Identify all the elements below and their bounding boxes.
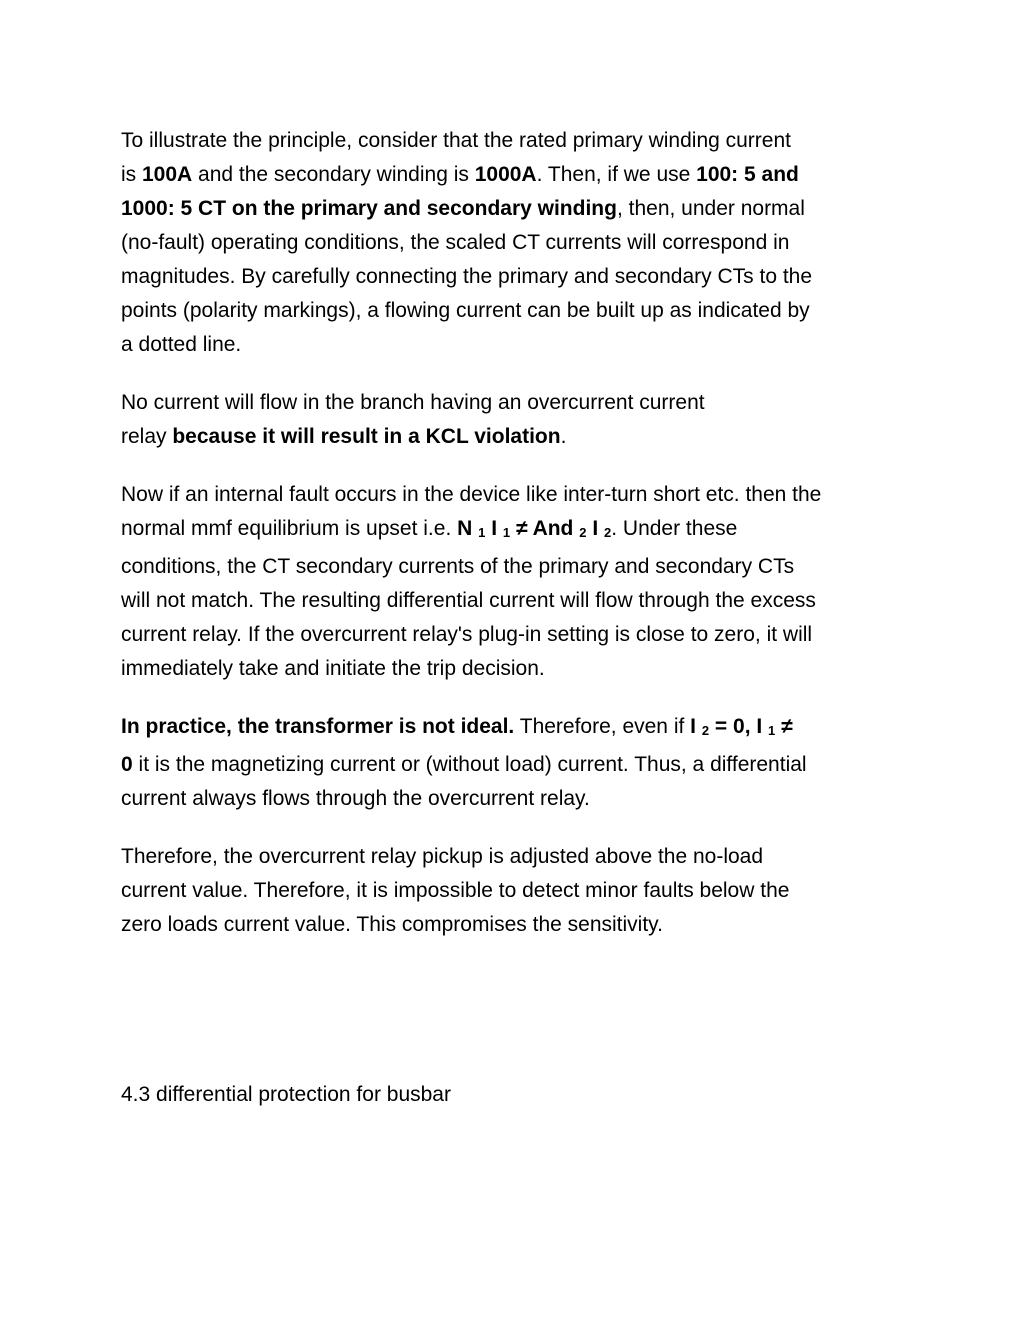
text-line: points (polarity markings), a flowing current can be built up as indicated by <box>121 299 810 322</box>
subscript: 1 <box>478 525 486 540</box>
text-line <box>121 192 911 226</box>
bold-text: ≠ <box>781 715 793 738</box>
subscript: 2 <box>604 525 612 540</box>
text-line <box>121 420 911 454</box>
bold-text: = 0, I <box>714 715 763 738</box>
bold-text: N <box>457 517 473 540</box>
paragraph-internal-fault <box>121 478 911 686</box>
bold-text: 100: 5 and <box>696 163 799 186</box>
text-line <box>121 748 911 782</box>
bold-text: I <box>491 517 498 540</box>
text-run: and the secondary winding is <box>192 163 475 186</box>
bold-text: 0 <box>121 753 133 776</box>
bold-text: because it will result in a KCL violation <box>172 425 561 448</box>
text-line: (no-fault) operating conditions, the scaled CT currents will correspond in <box>121 231 790 254</box>
bold-text: ≠ And <box>515 517 574 540</box>
text-line: No current will flow in the branch having an overcurrent current <box>121 391 705 414</box>
text-line <box>121 512 911 550</box>
text-line: zero loads current value. This compromises the sensitivity. <box>121 913 663 936</box>
bold-text: 1000A <box>474 163 537 186</box>
text-run: . Under these <box>611 517 738 540</box>
text-line: conditions, the CT secondary currents of the primary and secondary CTs <box>121 555 795 578</box>
paragraph-ct-principle <box>121 124 911 362</box>
text-run: normal mmf equilibrium is upset i.e. <box>121 517 458 540</box>
text-line: Now if an internal fault occurs in the device like inter-turn short etc. then the <box>121 483 822 506</box>
document-body <box>121 124 911 966</box>
text-run: , then, under normal <box>616 197 805 220</box>
text-run: it is the magnetizing current or (without load) current. Thus, a differential <box>132 753 807 776</box>
text-line: To illustrate the principle, consider that the rated primary winding current <box>121 129 791 152</box>
text-run: relay <box>121 425 173 448</box>
paragraph-sensitivity <box>121 840 911 942</box>
bold-text: I <box>592 517 599 540</box>
bold-text: 1000: 5 CT on the primary and secondary winding <box>121 197 617 220</box>
bold-text: I <box>690 715 696 738</box>
text-run: Therefore, even if <box>514 715 691 738</box>
paragraph-kcl <box>121 386 911 454</box>
paragraph-practice <box>121 710 911 816</box>
subscript: 2 <box>579 525 587 540</box>
subscript: 1 <box>502 525 511 540</box>
text-line: current relay. If the overcurrent relay's plug-in setting is close to zero, it will <box>121 623 813 646</box>
text-line: immediately take and initiate the trip decision. <box>121 657 545 680</box>
text-line: current value. Therefore, it is impossible to detect minor faults below the <box>121 879 790 902</box>
subscript: 1 <box>768 723 776 738</box>
text-run: . Then, if we use <box>536 163 697 186</box>
text-run: is <box>121 163 142 186</box>
text-line: will not match. The resulting differential current will flow through the excess <box>121 589 816 612</box>
text-line: current always flows through the overcurrent relay. <box>121 787 590 810</box>
bold-text: In practice, the transformer is not ideal. <box>121 715 515 738</box>
section-heading: 4.3 differential protection for busbar <box>121 1083 451 1106</box>
text-line <box>121 158 911 192</box>
text-line <box>121 710 911 748</box>
text-line: Therefore, the overcurrent relay pickup is adjusted above the no-load <box>121 845 764 868</box>
text-run: . <box>560 425 567 448</box>
subscript: 2 <box>701 723 710 738</box>
text-line: a dotted line. <box>121 333 242 356</box>
bold-text: 100A <box>142 163 193 186</box>
text-line: magnitudes. By carefully connecting the primary and secondary CTs to the <box>121 265 813 288</box>
